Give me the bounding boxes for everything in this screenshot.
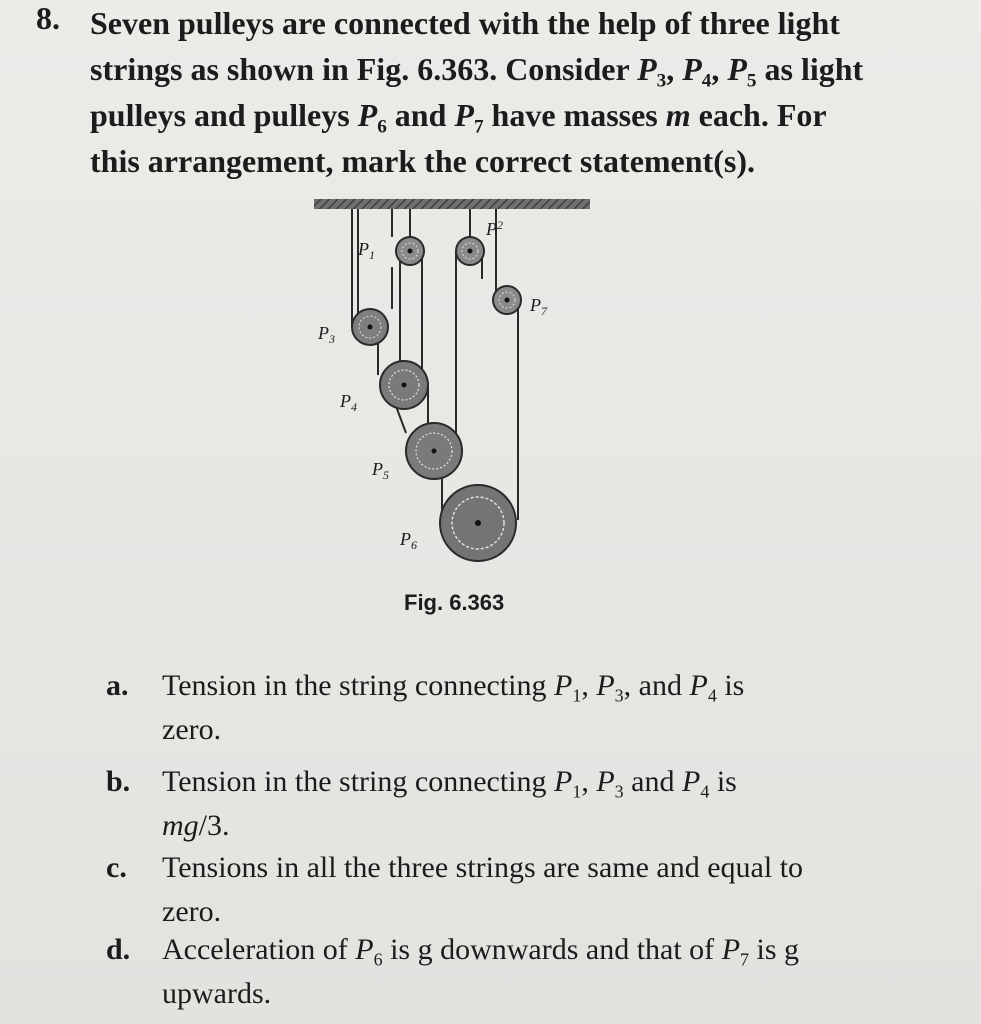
- option-d: [106, 928, 926, 1010]
- question-number: 8.: [36, 0, 60, 36]
- question-line-3: pulleys and pulleys $P_6$ and $P_7$ have masses m each. For: [90, 97, 827, 138]
- option-c: [106, 846, 926, 928]
- label-p5: $P_5$: [372, 459, 389, 482]
- question-text: [90, 0, 920, 184]
- pulley-p5: [406, 423, 462, 479]
- option-a-text: Tension in the string connecting $P_1$, $P_3$, and $P_4$ is zero.: [162, 669, 745, 746]
- label-p3: $P_3$: [318, 323, 335, 346]
- option-a-label: a.: [106, 669, 129, 702]
- pulley-p6: [440, 485, 516, 561]
- option-d-label: d.: [106, 933, 131, 966]
- label-p1: $P_1$: [358, 239, 375, 262]
- label-p6: $P_6$: [400, 529, 417, 552]
- pulley-figure: [300, 185, 620, 585]
- question-line-2: strings as shown in Fig. 6.363. Consider $P_3$, $P_4$, $P_5$ as light: [90, 51, 864, 92]
- option-b-text: Tension in the string connecting $P_1$, $P_3$ and $P_4$ is mg/3.: [162, 765, 737, 842]
- pulley-p3: [352, 309, 388, 345]
- label-p4: $P_4$: [340, 391, 357, 414]
- pulley-p2: [456, 237, 484, 265]
- figure-caption: Fig. 6.363: [404, 590, 505, 615]
- option-c-text: Tensions in all the three strings are same and equal to zero.: [162, 851, 804, 928]
- label-p7: $P_7$: [530, 295, 547, 318]
- option-b: [106, 760, 926, 842]
- question-line-1: Seven pulleys are connected with the help of three light: [90, 5, 840, 41]
- question-line-4-text: this arrangement, mark the correct statement(s).: [90, 143, 755, 179]
- pulley-p7: [493, 286, 521, 314]
- option-d-text: Acceleration of $P_6$ is g downwards and that of $P_7$ is g upwards.: [162, 933, 800, 1010]
- question-line-4: [90, 138, 920, 184]
- option-b-label: b.: [106, 765, 131, 798]
- pulley-p1: [396, 237, 424, 265]
- option-a: [106, 664, 926, 746]
- ceiling-support: [314, 199, 590, 209]
- pulley-p4: [380, 361, 428, 409]
- option-c-label: c.: [106, 851, 127, 884]
- label-p2: $P^2$: [486, 218, 503, 239]
